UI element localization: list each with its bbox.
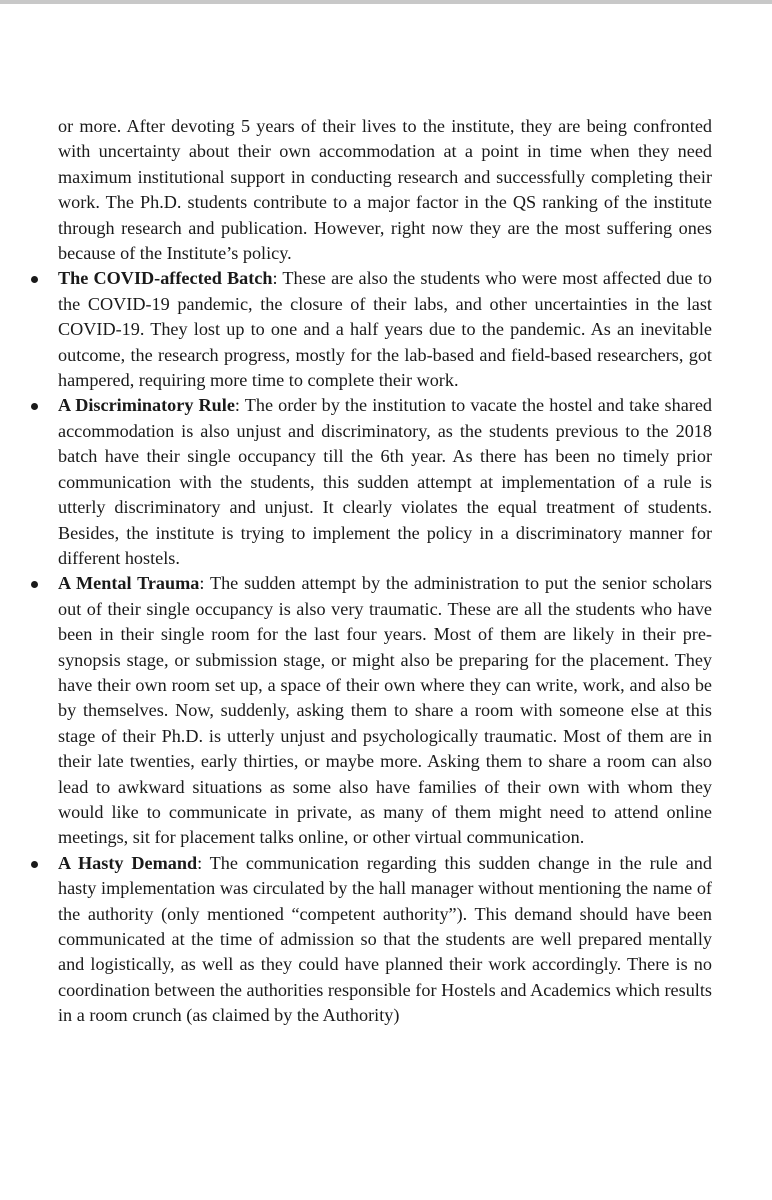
bullet-text: : The communication regarding this sudden change in the rule and hasty implementation was circulated by the hall manager without mentioning the name of the authority (only mentioned “competent authority”). This demand should have been communicated at the time of admission so that the students are well prepared mentally and logistically, as well as they could have planned their work accordingly. There is no coordination between the authorities responsible for Hostels and Academics which results in a room crunch (as claimed by the Authority)	[58, 852, 712, 1026]
bullet-text: : The sudden attempt by the administration to put the senior scholars out of their single occupancy is also very traumatic. These are all the students who have been in their single room for the last four years. Most of them are likely in their pre-synopsis stage, or submission stage, or might also be preparing for the placement. They have their own room set up, a space of their own where they can write, work, and also be by themselves. Now, suddenly, asking them to share a room with someone else at this stage of their Ph.D. is utterly unjust and psychologically traumatic. Most of them are in their late twenties, early thirties, or maybe more. Asking them to share a room can also lead to awkward situations as some also have families of their own with whom they would like to communicate in private, as many of them might need to attend online meetings, sit for placement talks online, or other virtual communication.	[58, 573, 712, 848]
bullet-dot-icon	[31, 276, 38, 283]
bullet-dot-icon	[31, 581, 38, 588]
intro-paragraph: or more. After devoting 5 years of their lives to the institute, they are being confronted with uncertainty about their own accommodation at a point in time when they need maximum institutional support in conducting research and successfully completing their work. The Ph.D. students contribute to a major factor in the QS ranking of the institute through research and publication. However, right now they are the most suffering ones because of the Institute’s policy.	[58, 116, 712, 264]
bullet-title: A Mental Trauma	[58, 573, 200, 594]
bullet-item-discriminatory-rule	[58, 393, 712, 571]
bullet-text: : The order by the institution to vacate the hostel and take shared accommodation is also unjust and discriminatory, as the students previous to the 2018 batch have their single occupancy till the 6th year. As there has been no timely prior communication with the students, this sudden attempt at implementation of a rule is utterly discriminatory and unjust. It clearly violates the equal treatment of students. Besides, the institute is trying to implement the policy in a discriminatory manner for different hostels.	[58, 395, 712, 568]
bullet-dot-icon	[31, 403, 38, 410]
document-body	[58, 114, 712, 1029]
bullet-title: A Discriminatory Rule	[58, 395, 235, 416]
bullet-item-mental-trauma	[58, 571, 712, 850]
bullet-text: : These are also the students who were most affected due to the COVID-19 pandemic, the closure of their labs, and other uncertainties in the last COVID-19. They lost up to one and a half years due to the pandemic. As an inevitable outcome, the research progress, mostly for the lab-based and field-based researchers, got hampered, requiring more time to complete their work.	[58, 268, 712, 391]
bullet-item-covid-batch	[58, 266, 712, 393]
bullet-title: A Hasty Demand	[58, 852, 198, 873]
bullet-title: The COVID-affected Batch	[58, 268, 273, 289]
bullet-list	[58, 266, 712, 1028]
bullet-item-hasty-demand	[58, 851, 712, 1029]
bullet-dot-icon	[31, 861, 38, 868]
